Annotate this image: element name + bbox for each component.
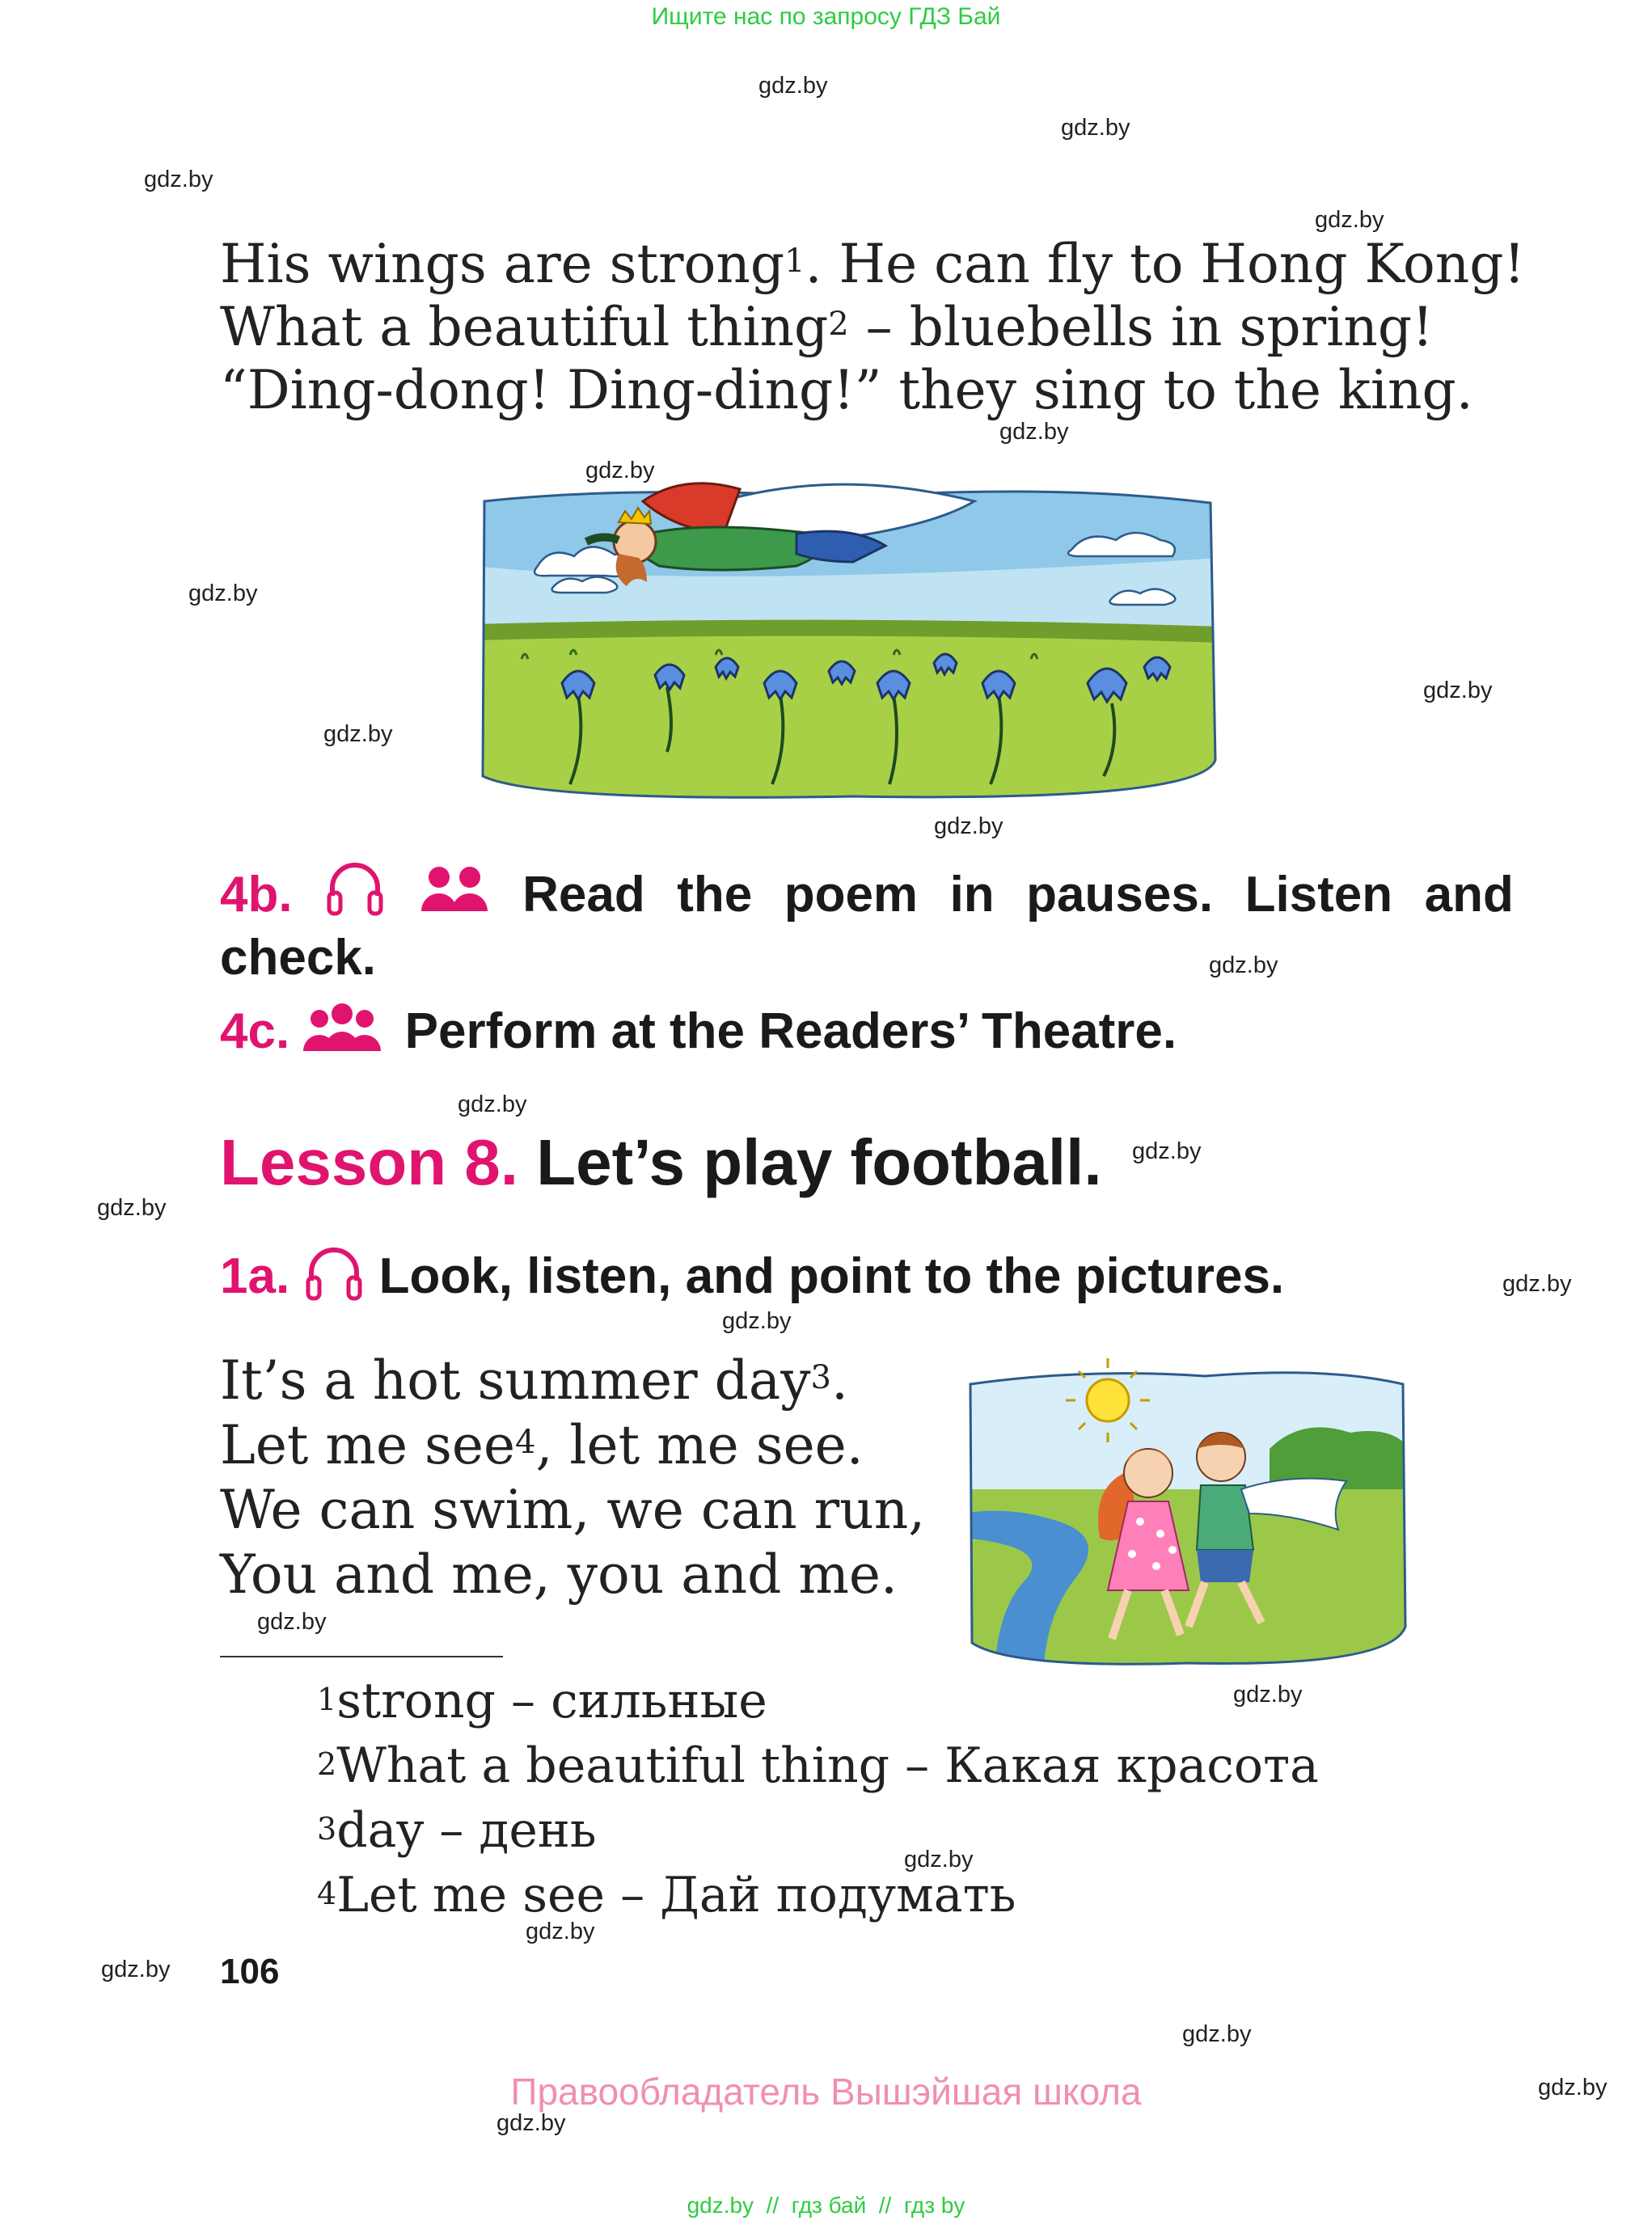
poem-line xyxy=(220,1349,925,1413)
footnote-marker: 1 xyxy=(317,1682,337,1717)
task-text-word: and xyxy=(1424,867,1514,923)
task-text: Perform at the Readers’ Theatre. xyxy=(404,1003,1177,1059)
glossary-item xyxy=(317,1733,1319,1798)
task-text-word: poem xyxy=(784,867,919,923)
children-running-illustration xyxy=(962,1352,1411,1675)
footnote-marker: 1 xyxy=(784,243,805,280)
task-4b xyxy=(220,860,1514,986)
watermark: gdz.by xyxy=(1182,2021,1252,2047)
poem-text: – bluebells in spring! xyxy=(848,296,1434,358)
task-4c xyxy=(220,1003,1177,1066)
glossary-item xyxy=(317,1798,1319,1863)
page-number: 106 xyxy=(220,1952,280,1991)
poem-line xyxy=(220,1413,925,1478)
task-text-word: Read xyxy=(522,867,645,923)
task-text-word: the xyxy=(677,867,753,923)
poem-text: What a beautiful thing xyxy=(220,296,829,358)
poem-text: . He can fly to Hong Kong! xyxy=(805,233,1525,295)
watermark: gdz.by xyxy=(526,1919,595,1944)
footnote-marker: 4 xyxy=(515,1424,536,1461)
footnote-marker: 3 xyxy=(317,1811,337,1847)
watermark: gdz.by xyxy=(934,813,1003,839)
watermark: gdz.by xyxy=(1209,952,1278,978)
glossary-text: day – день xyxy=(336,1802,597,1859)
task-text: Look, listen, and point to the pictures. xyxy=(378,1248,1285,1304)
task-4b-line xyxy=(220,860,1514,929)
headphones-icon[interactable] xyxy=(324,860,386,929)
watermark: gdz.by xyxy=(257,1609,327,1635)
flying-king-illustration xyxy=(473,453,1221,809)
poem-2 xyxy=(220,1349,925,1607)
headphones-icon[interactable] xyxy=(303,1245,365,1314)
poem-text: His wings are strong xyxy=(220,233,785,295)
footnote-divider xyxy=(220,1656,503,1657)
task-text-word: Listen xyxy=(1244,867,1393,923)
watermark: gdz.by xyxy=(904,1847,974,1872)
watermark: gdz.by xyxy=(144,167,213,192)
glossary-text: Let me see – Дай подумать xyxy=(336,1867,1016,1923)
poem-line: You and me, you and me. xyxy=(220,1543,898,1606)
task-text: check. xyxy=(220,930,377,986)
poem-text: It’s a hot summer day xyxy=(220,1349,811,1412)
glossary xyxy=(317,1669,1319,1927)
watermark: gdz.by xyxy=(101,1957,171,1982)
copyright-notice: Правообладатель Вышэйшая школа xyxy=(510,2071,1142,2113)
watermark: gdz.by xyxy=(97,1195,167,1221)
task-text-word: pauses. xyxy=(1026,867,1214,923)
footnote-marker: 3 xyxy=(810,1359,831,1396)
glossary-text: strong – сильные xyxy=(336,1673,767,1729)
watermark: gdz.by xyxy=(999,419,1069,445)
watermark: gdz.by xyxy=(1423,678,1493,703)
watermark: gdz.by xyxy=(188,581,258,606)
task-text-word: in xyxy=(949,867,995,923)
watermark: gdz.by xyxy=(1538,2075,1608,2100)
poem-line xyxy=(220,233,1525,296)
poem-line: “Ding-dong! Ding-ding!” they sing to the king. xyxy=(220,359,1473,421)
footnote-marker: 2 xyxy=(828,306,849,343)
watermark: gdz.by xyxy=(458,1091,527,1117)
footnote-marker: 2 xyxy=(317,1746,337,1782)
poem-text: . xyxy=(830,1349,848,1412)
pair-icon xyxy=(418,864,491,925)
lesson-title: Let’s play football. xyxy=(536,1126,1102,1198)
watermark: gdz.by xyxy=(722,1308,792,1334)
lesson-heading xyxy=(220,1125,1102,1200)
watermark: gdz.by xyxy=(585,458,655,483)
task-1a xyxy=(220,1245,1284,1314)
watermark: gdz.by xyxy=(1061,115,1130,141)
poem-text: , let me see. xyxy=(535,1414,864,1476)
watermark: gdz.by xyxy=(1233,1682,1303,1708)
poem-line: We can swim, we can run, xyxy=(220,1479,926,1541)
watermark: gdz.by xyxy=(1502,1271,1572,1297)
watermark: gdz.by xyxy=(758,73,828,99)
poem-1 xyxy=(220,233,1525,422)
task-number: 4c. xyxy=(220,1003,290,1059)
glossary-text: What a beautiful thing – Какая красота xyxy=(336,1737,1319,1794)
group-icon xyxy=(303,1003,381,1066)
task-number: 4b. xyxy=(220,867,293,923)
task-number: 1a. xyxy=(220,1248,290,1304)
watermark: gdz.by xyxy=(1315,207,1384,233)
poem-text: Let me see xyxy=(220,1414,515,1476)
bottom-links[interactable]: gdz.by // гдз бай // гдз by xyxy=(687,2193,965,2218)
lesson-number: Lesson 8. xyxy=(220,1126,519,1198)
footnote-marker: 4 xyxy=(317,1876,337,1911)
poem-line xyxy=(220,296,1525,359)
watermark: gdz.by xyxy=(323,721,393,747)
glossary-item xyxy=(317,1669,1319,1733)
glossary-item xyxy=(317,1863,1319,1927)
watermark: gdz.by xyxy=(1132,1138,1202,1164)
top-banner[interactable]: Ищите нас по запросу ГДЗ Бай xyxy=(651,3,1001,30)
watermark: gdz.by xyxy=(496,2110,566,2136)
